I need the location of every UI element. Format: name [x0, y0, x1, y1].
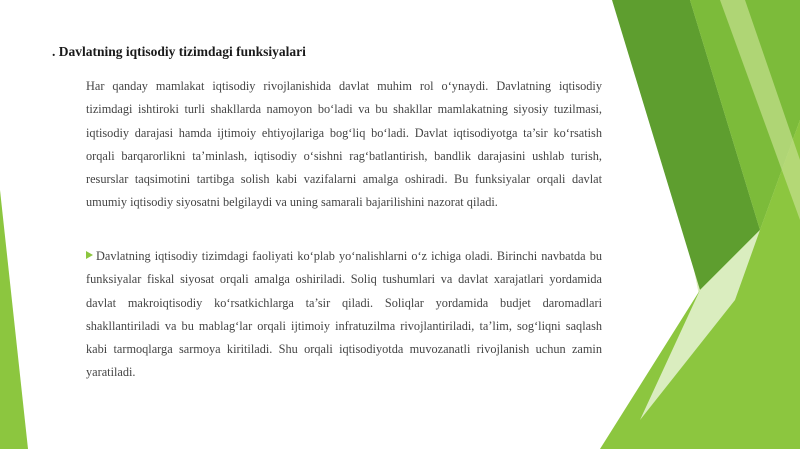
section-heading: . Davlatning iqtisodiy tizimdagi funksiyalari [52, 44, 306, 59]
paragraph-2-text: Davlatning iqtisodiy tizimdagi faoliyati ko‘plab yo‘nalishlarni o‘z ichiga oladi. Birinchi navbatda bu funksiyalar fiskal siyosat orqali amalga oshiriladi. Soliq tushumlari va davlat xarajatlari yordamida davlat makroiqtisodiy ko‘rsatkichlarga ta’sir qiladi. Soliqlar yordamida budjet daromadlari shakllantiriladi va bu mablag‘lar orqali ijtimoiy infratuzilma rivojlantiriladi, ta’lim, sog‘liqni saqlash kabi tarmoqlarga sarmoya kiritiladi. Shu orqali iqtisodiyotda muvozanatli rivojlanish uchun zamin yaratiladi. [86, 249, 602, 380]
left-green-wedge [0, 190, 28, 449]
paragraph-1-text: Har qanday mamlakat iqtisodiy rivojlanishida davlat muhim rol o‘ynaydi. Davlatning iqtisodiy tizimdagi ishtiroki turli shakllarda namoyon bo‘ladi va bu shakllar mamlakatning siyosiy tuzilmasi, iqtisodiy darajasi hamda ijtimoiy ehtiyojlariga bog‘liq bo‘ladi. Davlat iqtisodiyotga ta’sir ko‘rsatish orqali barqarorlikni ta’minlash, iqtisodiy o‘sishni rag‘batlantirish, bandlik darajasini ushlab turish, resurslar taqsimotini tartibga solish kabi vazifalarni amalga oshiradi. Bu funksiyalar orqali davlat umumiy iqtisodiy siyosatni belgilaydi va uning samarali bajarilishini nazorat qiladi. [86, 79, 602, 210]
paragraph-1 [86, 75, 602, 215]
bullet-arrow-icon [86, 251, 93, 259]
paragraph-2 [86, 245, 602, 385]
